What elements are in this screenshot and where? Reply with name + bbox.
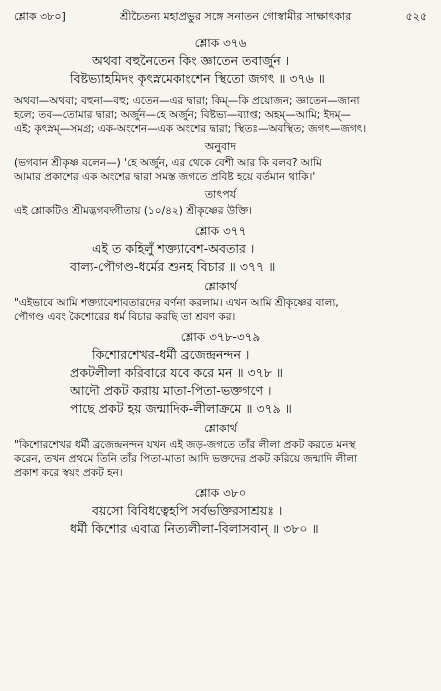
verse-heading: শ্লোক ৩৭৬ bbox=[194, 36, 247, 50]
translation-line: প্রকাশ করে স্বয়ং প্রকট হন। bbox=[14, 467, 123, 479]
verse-line: আদৌ প্রকট করায় মাতা-পিতা-ভক্তগণে । bbox=[70, 383, 272, 398]
purport-label: তাৎপর্য bbox=[204, 188, 237, 201]
word-meaning-line: হলে; তব—তোমার দ্বারা; অর্জুন—হে অর্জুন; বিষ্টভ্য—ব্যাপ্ত; অহম্—আমি; ইদম্— bbox=[14, 109, 351, 121]
translation-line: "এইভাবে আমি শক্ত্যাবেশাবতারদের বর্ণনা করলাম। এখন আমি শ্রীকৃষ্ণের বাল্য, bbox=[14, 297, 339, 309]
verse-line: কিশোরশেখর-ধর্মী ব্রজেন্দ্রনন্দন । bbox=[92, 347, 250, 362]
verse-line: প্রকটলীলা করিবারে যবে করে মন ॥ ৩৭৮ ॥ bbox=[70, 365, 283, 380]
translation-label: অনুবাদ bbox=[204, 140, 237, 153]
word-meaning-line: অথবা—অথবা; বহুনা—বহু; এতেন—এর দ্বারা; কিম্—কি প্রয়োজন; জ্ঞাতেন—জানা bbox=[14, 95, 360, 107]
section-verse-378-379 bbox=[14, 330, 427, 480]
purport-line: এই শ্লোকটিও শ্রীমদ্ভগবদ্গীতায় (১০/৪২) শ্রীকৃষ্ণের উক্তি। bbox=[14, 205, 253, 217]
translation-line: "কিশোরশেখর ধর্মী ব্রজেন্দ্রনন্দন যখন এই জড়-জগতে তাঁর লীলা প্রকট করতে মনস্থ bbox=[14, 439, 356, 451]
page-number: ৫২৫ bbox=[405, 10, 427, 23]
translation-line: পৌগণ্ড এবং কৈশোরের ধর্ম বিচার করছি তা শ্রবণ কর। bbox=[14, 311, 236, 323]
section-verse-377 bbox=[14, 224, 427, 324]
translation-label: শ্লোকার্থ bbox=[204, 280, 237, 293]
section-verse-380 bbox=[14, 486, 427, 538]
verse-line: অথবা বহুনৈতেন কিং জ্ঞাতেন তবার্জুন । bbox=[92, 53, 290, 68]
purport bbox=[14, 204, 427, 218]
verse-line: বিষ্টভ্যাহমিদং কৃৎস্নমেকাংশেন স্থিতো জগৎ ॥ ৩৭৬ ॥ bbox=[70, 71, 325, 86]
verse-heading: শ্লোক ৩৮০ bbox=[194, 486, 247, 500]
verse-line: পাছে প্রকট হয় জন্মাদিক-লীলাক্রমে ॥ ৩৭৯ ॥ bbox=[70, 401, 292, 416]
translation bbox=[14, 156, 427, 184]
verse-heading: শ্লোক ৩৭৭ bbox=[194, 224, 247, 238]
verse-line: বয়সো বিবিধত্বেহপি সর্বভক্তিরসাশ্রয়ঃ । bbox=[92, 503, 283, 518]
section-verse-376 bbox=[14, 36, 427, 218]
header-chapter-title: শ্রীচৈতন্য মহাপ্রভুর সঙ্গে সনাতন গোস্বামীর সাক্ষাৎকার bbox=[120, 10, 352, 23]
verse-heading: শ্লোক ৩৭৮-৩৭৯ bbox=[180, 330, 261, 344]
running-header bbox=[14, 10, 427, 24]
translation bbox=[14, 296, 427, 324]
word-meaning bbox=[14, 94, 427, 136]
translation-line: (ভগবান শ্রীকৃষ্ণ বলেন—) 'হে অর্জুন, এর থেকে বেশী আর কি বলব? আমি bbox=[14, 157, 322, 169]
translation-line: আমার প্রকাশের এক অংশের দ্বারা সমস্ত জগতে প্রবিষ্ট হয়ে বর্তমান থাকি।' bbox=[14, 171, 316, 183]
translation bbox=[14, 438, 427, 480]
header-verse-ref: শ্লোক ৩৮০] bbox=[14, 10, 66, 23]
translation-label: শ্লোকার্থ bbox=[204, 422, 237, 435]
verse-line: এই ত কহিলুঁ শক্ত্যাবেশ-অবতার । bbox=[92, 241, 255, 256]
verse-line: বাল্য-পৌগণ্ড-ধর্মের শুনহ বিচার ॥ ৩৭৭ ॥ bbox=[70, 259, 276, 274]
word-meaning-line: এই; কৃৎস্নম্—সমগ্র; এক-অংশেন—এক অংশের দ্বারা; স্থিতঃ—অবস্থিত; জগৎ—জগৎ। bbox=[14, 123, 367, 135]
verse-line: ধর্মী কিশোর এবাত্র নিত্যলীলা-বিলাসবান্ ॥ ৩৮০ ॥ bbox=[70, 521, 319, 536]
translation-line: করেন, তখন প্রথমে তিনি তাঁর পিতা-মাতা আদি ভক্তদের প্রকট করিয়ে জন্মাদি লীলা bbox=[14, 453, 358, 465]
